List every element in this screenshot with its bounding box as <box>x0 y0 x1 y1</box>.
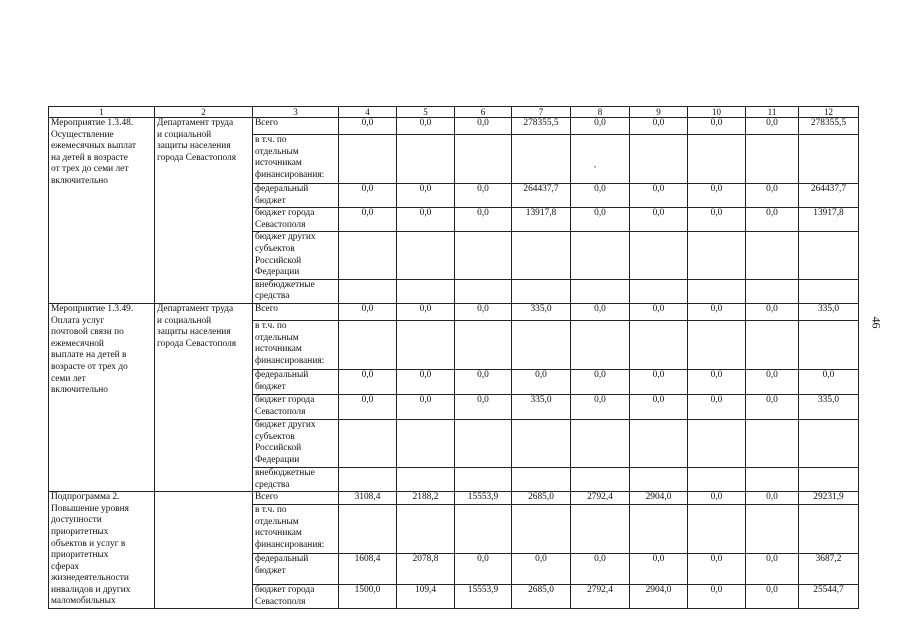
value-cell: 0,0 <box>397 369 455 394</box>
value-cell: 0,0 <box>746 394 799 419</box>
value-cell: 0,0 <box>746 303 799 320</box>
value-cell: 2078,8 <box>397 554 455 585</box>
activity-cell: Мероприятие 1.3.48. Осуществление ежемесячных выплат на детей в возрасте от трех до семи лет включительно <box>49 118 155 304</box>
table-row <box>49 118 859 135</box>
value-cell: 0,0 <box>630 208 688 232</box>
value-cell <box>397 320 455 369</box>
value-cell <box>455 419 512 467</box>
column-header-6: 6 <box>455 107 512 118</box>
source-city: бюджет города Севастополя <box>253 585 339 609</box>
value-cell <box>339 279 397 303</box>
value-cell: 264437,7 <box>799 184 859 208</box>
value-cell: 109,4 <box>397 585 455 609</box>
value-cell <box>397 505 455 554</box>
source-other: бюджет других субъектов Российской Федерации <box>253 232 339 279</box>
value-cell: 264437,7 <box>512 184 571 208</box>
column-header-12: 12 <box>799 107 859 118</box>
value-cell: 0,0 <box>339 208 397 232</box>
value-cell: 335,0 <box>512 303 571 320</box>
column-header-7: 7 <box>512 107 571 118</box>
value-cell <box>339 232 397 279</box>
value-cell: 335,0 <box>799 394 859 419</box>
value-cell: 335,0 <box>799 303 859 320</box>
value-cell: 2904,0 <box>630 492 688 505</box>
value-cell: 0,0 <box>455 554 512 585</box>
value-cell <box>512 505 571 554</box>
value-cell: 0,0 <box>571 303 630 320</box>
value-cell <box>688 232 746 279</box>
activity-cell: Мероприятие 1.3.49. Оплата услуг почтовой связи по ежемесячной выплате на детей в возрасте от трех до семи лет включительно <box>49 303 155 491</box>
value-cell: 0,0 <box>397 184 455 208</box>
value-cell: 0,0 <box>571 118 630 135</box>
value-cell: 0,0 <box>630 184 688 208</box>
value-cell <box>397 232 455 279</box>
value-cell <box>512 135 571 184</box>
value-cell <box>397 279 455 303</box>
column-header-11: 11 <box>746 107 799 118</box>
value-cell: 0,0 <box>688 303 746 320</box>
value-cell: 2685,0 <box>512 492 571 505</box>
value-cell: 0,0 <box>397 303 455 320</box>
value-cell <box>799 232 859 279</box>
value-cell <box>688 320 746 369</box>
column-header-9: 9 <box>630 107 688 118</box>
value-cell <box>688 419 746 467</box>
value-cell <box>339 467 397 491</box>
budget-table <box>48 106 859 609</box>
source-federal: федеральный бюджет <box>253 554 339 585</box>
value-cell <box>571 320 630 369</box>
source-total: Всего <box>253 118 339 135</box>
department-cell: Департамент труда и социальной защиты населения города Севастополя <box>155 118 253 304</box>
value-cell <box>455 505 512 554</box>
value-cell <box>630 467 688 491</box>
value-cell: 29231,9 <box>799 492 859 505</box>
value-cell <box>571 135 630 184</box>
column-header-3: 3 <box>253 107 339 118</box>
value-cell <box>512 467 571 491</box>
value-cell: 1500,0 <box>339 585 397 609</box>
value-cell: 2904,0 <box>630 585 688 609</box>
value-cell <box>688 467 746 491</box>
value-cell <box>746 505 799 554</box>
column-header-8: 8 <box>571 107 630 118</box>
value-cell: 278355,5 <box>799 118 859 135</box>
value-cell: 0,0 <box>397 394 455 419</box>
value-cell <box>339 419 397 467</box>
department-cell <box>155 492 253 609</box>
value-cell <box>339 320 397 369</box>
value-cell: 0,0 <box>455 369 512 394</box>
value-cell: 3687,2 <box>799 554 859 585</box>
value-cell: 0,0 <box>339 369 397 394</box>
value-cell: 0,0 <box>688 394 746 419</box>
value-cell: 0,0 <box>455 394 512 419</box>
value-cell <box>746 279 799 303</box>
value-cell <box>339 135 397 184</box>
column-header-1: 1 <box>49 107 155 118</box>
value-cell: 0,0 <box>746 184 799 208</box>
value-cell: 0,0 <box>397 118 455 135</box>
value-cell: 0,0 <box>688 369 746 394</box>
value-cell <box>512 279 571 303</box>
value-cell: 0,0 <box>746 369 799 394</box>
value-cell: 0,0 <box>455 303 512 320</box>
source-including: в т.ч. по отдельным источникам финансирования: <box>253 135 339 184</box>
value-cell: 0,0 <box>339 303 397 320</box>
value-cell <box>571 505 630 554</box>
value-cell: 0,0 <box>339 118 397 135</box>
value-cell: 0,0 <box>512 554 571 585</box>
value-cell: 0,0 <box>339 394 397 419</box>
value-cell <box>688 505 746 554</box>
value-cell <box>799 135 859 184</box>
source-including: в т.ч. по отдельным источникам финансирования: <box>253 320 339 369</box>
source-federal: федеральный бюджет <box>253 369 339 394</box>
value-cell: 25544,7 <box>799 585 859 609</box>
value-cell <box>630 419 688 467</box>
value-cell: 0,0 <box>688 554 746 585</box>
value-cell: 0,0 <box>630 369 688 394</box>
value-cell <box>746 232 799 279</box>
value-cell <box>397 419 455 467</box>
value-cell: 0,0 <box>746 554 799 585</box>
value-cell <box>799 419 859 467</box>
value-cell: 0,0 <box>688 184 746 208</box>
value-cell: 15553,9 <box>455 492 512 505</box>
value-cell: 335,0 <box>512 394 571 419</box>
source-including: в т.ч. по отдельным источникам финансирования: <box>253 505 339 554</box>
value-cell <box>688 279 746 303</box>
value-cell <box>746 467 799 491</box>
value-cell: 0,0 <box>746 585 799 609</box>
column-header-5: 5 <box>397 107 455 118</box>
source-extra: внебюджетные средства <box>253 467 339 491</box>
value-cell <box>799 320 859 369</box>
column-header-10: 10 <box>688 107 746 118</box>
value-cell: 0,0 <box>688 492 746 505</box>
activity-cell: Подпрограмма 2. Повышение уровня доступности приоритетных объектов и услуг в приоритетных сферах жизнедеятельности инвалидов и других маломобильных <box>49 492 155 609</box>
value-cell <box>630 279 688 303</box>
value-cell <box>455 320 512 369</box>
value-cell <box>799 505 859 554</box>
value-cell: 278355,5 <box>512 118 571 135</box>
value-cell: 1608,4 <box>339 554 397 585</box>
value-cell <box>630 232 688 279</box>
value-cell <box>455 135 512 184</box>
value-cell <box>746 419 799 467</box>
value-cell: 0,0 <box>455 118 512 135</box>
table-row <box>49 492 859 505</box>
value-cell: 0,0 <box>512 369 571 394</box>
value-cell <box>630 320 688 369</box>
value-cell <box>571 419 630 467</box>
column-header-4: 4 <box>339 107 397 118</box>
value-cell: 0,0 <box>339 184 397 208</box>
table-row <box>49 303 859 320</box>
value-cell: 0,0 <box>688 118 746 135</box>
value-cell <box>630 135 688 184</box>
source-federal: федеральный бюджет <box>253 184 339 208</box>
value-cell <box>455 279 512 303</box>
value-cell <box>630 505 688 554</box>
value-cell: 3108,4 <box>339 492 397 505</box>
value-cell <box>455 467 512 491</box>
page-number: 46 <box>869 316 884 329</box>
value-cell: 2685,0 <box>512 585 571 609</box>
value-cell: 0,0 <box>571 394 630 419</box>
value-cell: 0,0 <box>571 208 630 232</box>
value-cell <box>512 320 571 369</box>
value-cell <box>746 320 799 369</box>
value-cell <box>512 232 571 279</box>
value-cell: 2792,4 <box>571 492 630 505</box>
source-city: бюджет города Севастополя <box>253 394 339 419</box>
source-city: бюджет города Севастополя <box>253 208 339 232</box>
value-cell: 0,0 <box>397 208 455 232</box>
value-cell: 0,0 <box>799 369 859 394</box>
value-cell: 0,0 <box>630 554 688 585</box>
value-cell: 0,0 <box>746 492 799 505</box>
value-cell <box>799 279 859 303</box>
value-cell <box>339 505 397 554</box>
source-extra: внебюджетные средства <box>253 279 339 303</box>
value-cell <box>571 232 630 279</box>
value-cell <box>397 135 455 184</box>
value-cell <box>688 135 746 184</box>
value-cell: 13917,8 <box>799 208 859 232</box>
value-cell <box>512 419 571 467</box>
value-cell: 0,0 <box>688 585 746 609</box>
value-cell: 0,0 <box>571 554 630 585</box>
value-cell <box>799 467 859 491</box>
value-cell: 0,0 <box>630 394 688 419</box>
source-total: Всего <box>253 303 339 320</box>
value-cell: 0,0 <box>630 303 688 320</box>
value-cell: 0,0 <box>571 184 630 208</box>
value-cell <box>571 279 630 303</box>
value-cell <box>455 232 512 279</box>
value-cell <box>397 467 455 491</box>
value-cell: 0,0 <box>688 208 746 232</box>
value-cell: 2792,4 <box>571 585 630 609</box>
value-cell: 2188,2 <box>397 492 455 505</box>
source-total: Всего <box>253 492 339 505</box>
value-cell <box>746 135 799 184</box>
value-cell: 0,0 <box>455 208 512 232</box>
value-cell: 15553,9 <box>455 585 512 609</box>
value-cell: 0,0 <box>746 118 799 135</box>
value-cell <box>571 467 630 491</box>
department-cell: Департамент труда и социальной защиты населения города Севастополя <box>155 303 253 491</box>
value-cell: 0,0 <box>746 208 799 232</box>
column-header-2: 2 <box>155 107 253 118</box>
source-other: бюджет других субъектов Российской Федерации <box>253 419 339 467</box>
stray-mark: , <box>594 160 596 169</box>
value-cell: 13917,8 <box>512 208 571 232</box>
header-row <box>49 107 859 118</box>
value-cell: 0,0 <box>630 118 688 135</box>
value-cell: 0,0 <box>455 184 512 208</box>
value-cell: 0,0 <box>571 369 630 394</box>
